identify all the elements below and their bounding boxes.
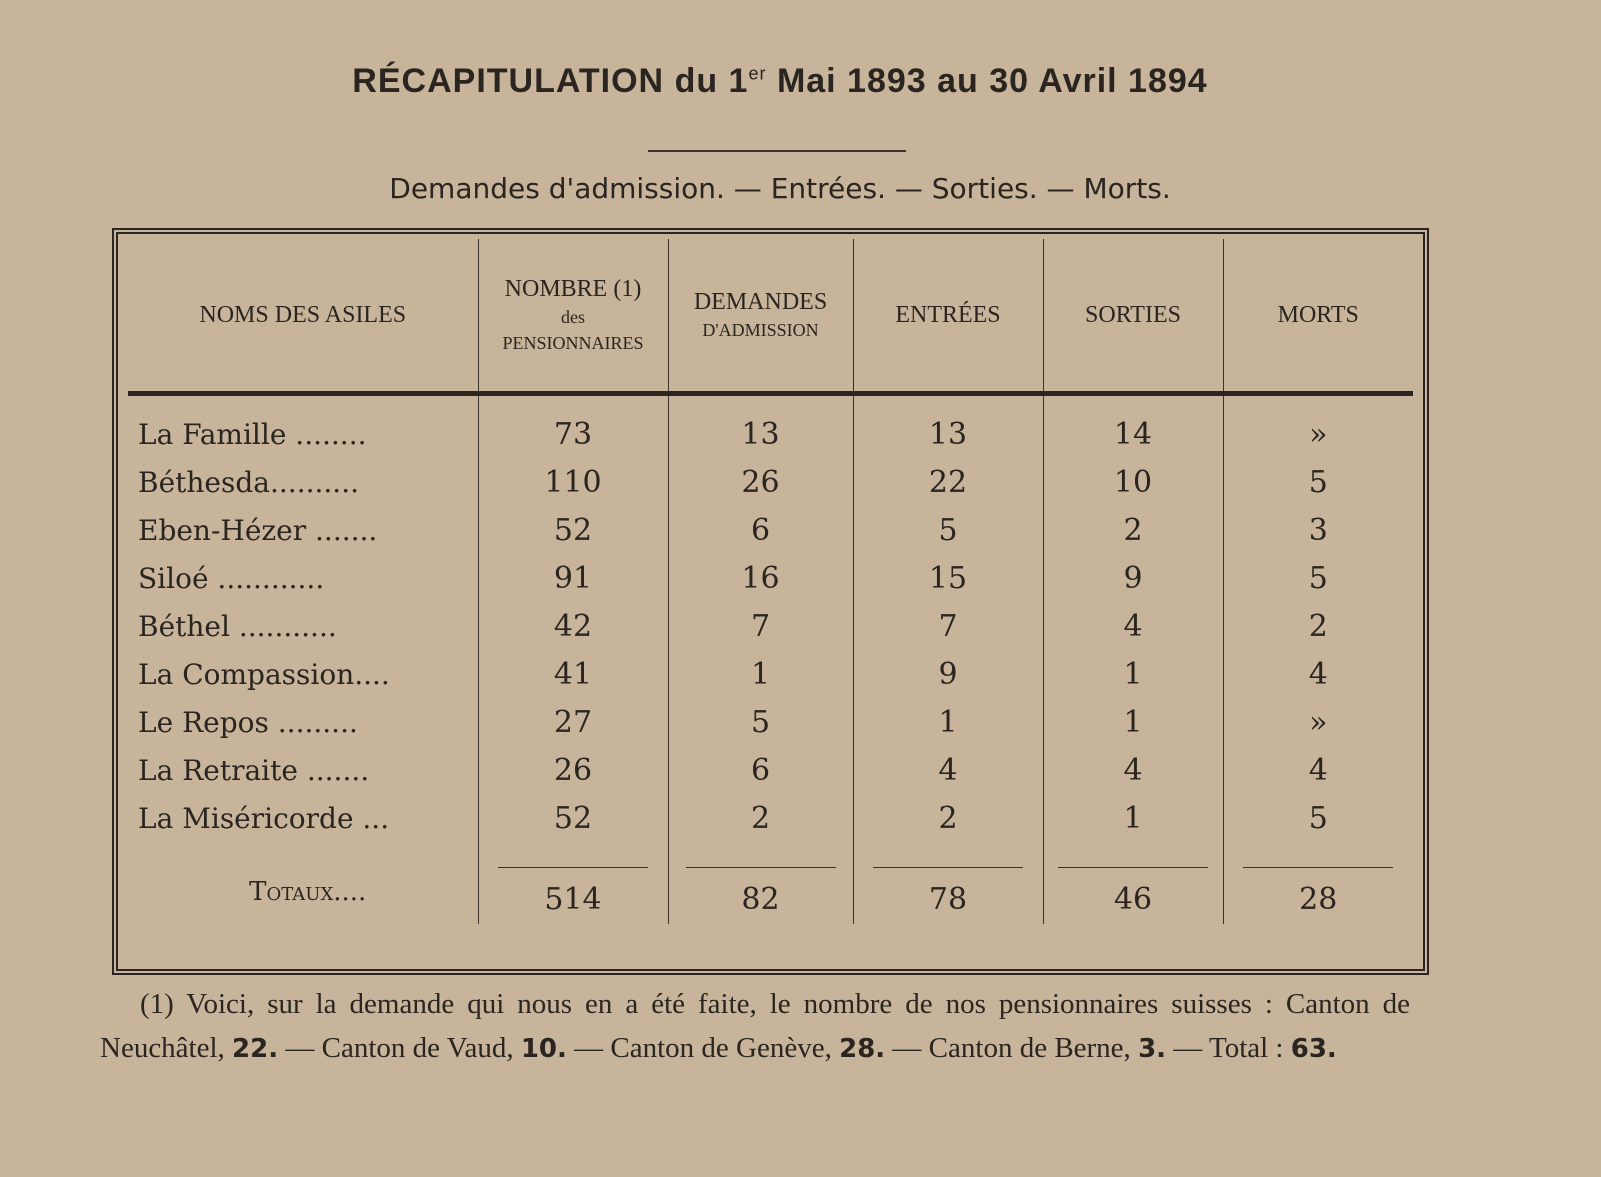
footnote-text-3: — Canton de Genève, (574, 1032, 832, 1064)
cell-demandes: 26 (668, 458, 853, 506)
cell-name: Béthesda.......... (138, 465, 359, 499)
footnote-num-5: 63. (1290, 1034, 1337, 1064)
cell-entrees: 1 (853, 698, 1043, 746)
title-sup: er (748, 63, 767, 84)
table-row (128, 394, 1413, 459)
title-main: RÉCAPITULATION (352, 62, 665, 100)
total-demandes (668, 842, 853, 924)
table-row (128, 650, 1413, 698)
total-nombre (478, 842, 668, 924)
cell-sorties: 1 (1043, 650, 1223, 698)
cell-entrees: 2 (853, 794, 1043, 842)
cell-nombre: 41 (478, 650, 668, 698)
cell-morts: 2 (1223, 602, 1413, 650)
cell-name: La Famille ........ (138, 417, 367, 451)
cell-sorties: 4 (1043, 602, 1223, 650)
cell-sorties: 10 (1043, 458, 1223, 506)
cell-morts: 3 (1223, 506, 1413, 554)
footnote-num-2: 10. (520, 1034, 567, 1064)
cell-sorties: 2 (1043, 506, 1223, 554)
cell-demandes: 7 (668, 602, 853, 650)
total-entrees (853, 842, 1043, 924)
table-row (128, 794, 1413, 842)
cell-nombre: 42 (478, 602, 668, 650)
cell-sorties: 4 (1043, 746, 1223, 794)
cell-name: La Retraite ....... (138, 753, 370, 787)
footnote-text-1: (1) Voici, sur la demande qui nous en a été faite, le nombre de nos pensionnaires suisses : Canton de Neuchâtel, (100, 988, 1410, 1064)
header-demandes-sub: D'ADMISSION (702, 320, 819, 340)
footnote-num-1: 22. (232, 1034, 279, 1064)
total-nombre-value: 514 (498, 867, 648, 917)
cell-morts: 5 (1223, 458, 1413, 506)
cell-demandes: 16 (668, 554, 853, 602)
cell-nombre: 26 (478, 746, 668, 794)
header-demandes-label: DEMANDES (693, 289, 828, 315)
header-nombre-label: NOMBRE (1) (504, 276, 642, 302)
footnote-text-5: — Total : (1173, 1032, 1284, 1064)
header-name: NOMS DES ASILES (128, 239, 478, 394)
cell-name: La Compassion.... (138, 657, 390, 691)
header-entrees: ENTRÉES (853, 239, 1043, 394)
header-nombre (478, 239, 668, 394)
cell-entrees: 5 (853, 506, 1043, 554)
title-du: du 1 (674, 62, 749, 100)
table-row (128, 458, 1413, 506)
table-row (128, 554, 1413, 602)
footnote-text-2: — Canton de Vaud, (285, 1032, 514, 1064)
cell-entrees: 4 (853, 746, 1043, 794)
cell-entrees: 15 (853, 554, 1043, 602)
table-row (128, 602, 1413, 650)
cell-nombre: 91 (478, 554, 668, 602)
total-entrees-value: 78 (873, 867, 1023, 917)
total-name-value: Totaux.... (249, 877, 367, 907)
total-morts (1223, 842, 1413, 924)
cell-name: Le Repos ......... (138, 705, 358, 739)
footnote-num-3: 28. (839, 1034, 886, 1064)
cell-morts: » (1223, 698, 1413, 746)
cell-nombre: 52 (478, 506, 668, 554)
header-nombre-sub1: des (561, 307, 585, 327)
header-demandes (668, 239, 853, 394)
total-name (128, 842, 478, 924)
cell-sorties: 9 (1043, 554, 1223, 602)
total-morts-value: 28 (1243, 867, 1393, 917)
header-row (128, 239, 1413, 394)
cell-entrees: 13 (853, 394, 1043, 459)
table-row (128, 746, 1413, 794)
cell-sorties: 1 (1043, 794, 1223, 842)
cell-name: Eben-Hézer ....... (138, 513, 378, 547)
cell-nombre: 27 (478, 698, 668, 746)
table-row (128, 698, 1413, 746)
totals-row (128, 842, 1413, 924)
cell-entrees: 7 (853, 602, 1043, 650)
table-frame (112, 228, 1429, 975)
cell-nombre: 73 (478, 394, 668, 459)
cell-morts: 4 (1223, 650, 1413, 698)
title-divider (648, 150, 906, 152)
header-nombre-sub2: PENSIONNAIRES (502, 333, 644, 353)
cell-demandes: 13 (668, 394, 853, 459)
cell-demandes: 6 (668, 506, 853, 554)
cell-name: Béthel ........... (138, 609, 337, 643)
cell-sorties: 14 (1043, 394, 1223, 459)
cell-morts: 4 (1223, 746, 1413, 794)
cell-nombre: 110 (478, 458, 668, 506)
subtitle: Demandes d'admission. — Entrées. — Sorties. — Morts. (389, 172, 1171, 205)
cell-morts: 5 (1223, 794, 1413, 842)
cell-demandes: 1 (668, 650, 853, 698)
total-demandes-value: 82 (686, 867, 836, 917)
recap-table (128, 239, 1413, 924)
title-rest: Mai 1893 au 30 Avril 1894 (776, 62, 1208, 100)
total-sorties-value: 46 (1058, 867, 1208, 917)
table-row (128, 506, 1413, 554)
cell-demandes: 6 (668, 746, 853, 794)
cell-sorties: 1 (1043, 698, 1223, 746)
footnote (100, 982, 1410, 1071)
cell-entrees: 22 (853, 458, 1043, 506)
cell-morts: » (1223, 394, 1413, 459)
cell-demandes: 5 (668, 698, 853, 746)
cell-name: La Miséricorde ... (138, 801, 390, 835)
cell-nombre: 52 (478, 794, 668, 842)
total-sorties (1043, 842, 1223, 924)
footnote-num-4: 3. (1138, 1034, 1167, 1064)
cell-demandes: 2 (668, 794, 853, 842)
footnote-text-4: — Canton de Berne, (892, 1032, 1131, 1064)
cell-morts: 5 (1223, 554, 1413, 602)
page-title (150, 62, 1410, 101)
cell-name: Siloé ............ (138, 561, 325, 595)
header-sorties: SORTIES (1043, 239, 1223, 394)
cell-entrees: 9 (853, 650, 1043, 698)
header-morts: MORTS (1223, 239, 1413, 394)
